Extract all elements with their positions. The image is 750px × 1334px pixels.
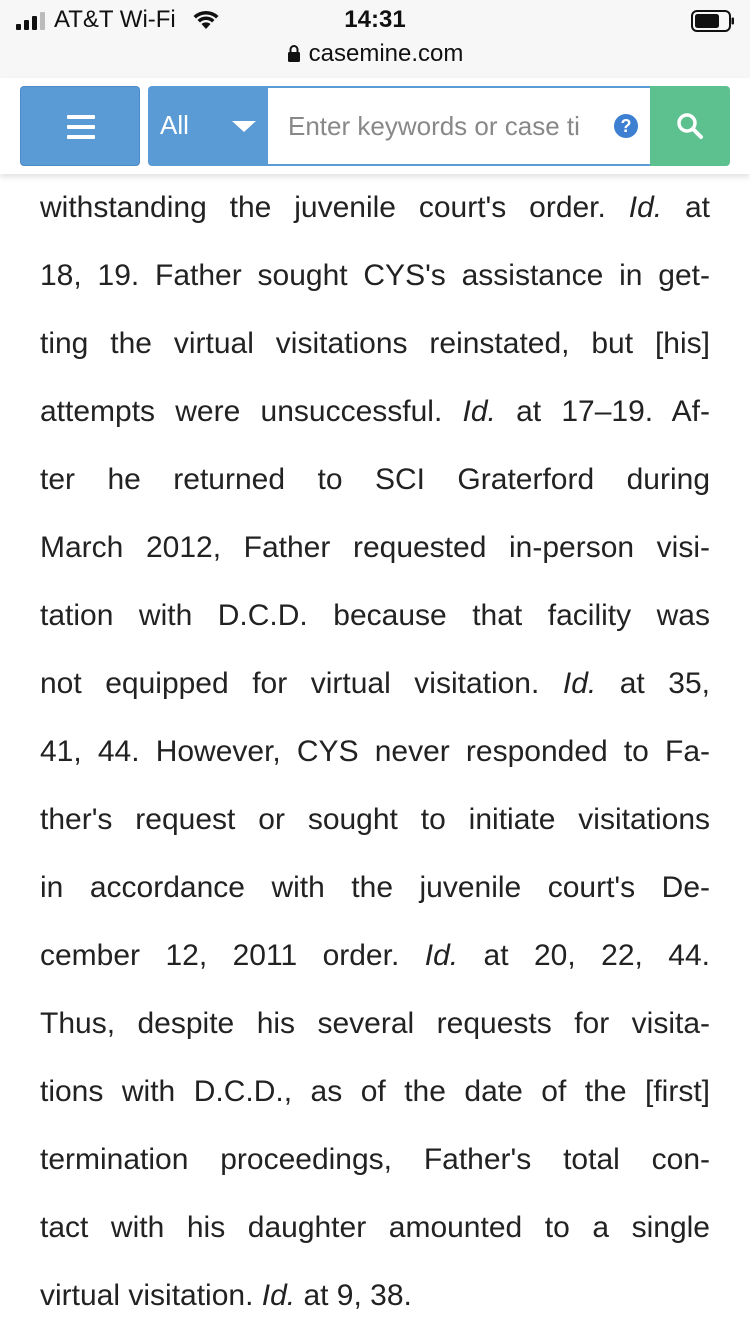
document-line: withstanding the juvenile court's order. Id. at [40,191,710,224]
document-line: ter he returned to SCI Graterford during [40,463,710,496]
status-bar [0,0,750,78]
citation-id: Id. [628,191,663,224]
hamburger-icon [67,115,95,119]
battery-icon [691,10,735,32]
document-line: ting the virtual visitations reinstated, but [his] [40,327,710,360]
document-line: in accordance with the juvenile court's De- [40,871,710,904]
hamburger-icon-bar [67,125,95,129]
chevron-down-icon [232,121,256,132]
help-icon[interactable]: ? [614,114,638,138]
clock: 14:31 [344,6,406,33]
menu-button[interactable] [20,86,140,166]
citation-id: Id. [562,667,597,700]
document-line: tation with D.C.D. because that facility was [40,599,710,632]
search-icon [676,112,704,140]
citation-id: Id. [424,939,459,972]
citation-id: Id. [462,395,496,428]
category-filter-select[interactable] [148,86,268,166]
lock-icon [287,44,301,62]
search-header [0,78,750,174]
document-line: 18, 19. Father sought CYS's assistance in get- [40,259,710,292]
document-line: 41, 44. However, CYS never responded to Fa- [40,735,710,768]
document-line: tions with D.C.D., as of the date of the [first] [40,1075,710,1108]
document-line: Thus, despite his several requests for visita- [40,1007,710,1040]
carrier-name: AT&T Wi-Fi [54,6,176,33]
category-filter-value: All [160,110,189,140]
document-line: attempts were unsuccessful. Id. at 17–19. Af- [40,395,710,428]
search-button[interactable] [650,86,730,166]
document-line: tact with his daughter amounted to a single [40,1211,710,1244]
document-line: virtual visitation. Id. at 9, 38. [40,1279,412,1312]
search-field[interactable] [268,86,650,166]
document-line: termination proceedings, Father's total con- [40,1143,710,1176]
url-text: casemine.com [308,40,464,67]
address-bar[interactable] [0,40,750,68]
document-line: March 2012, Father requested in-person visi- [40,531,710,564]
hamburger-icon-bar [67,135,95,139]
document-line: cember 12, 2011 order. Id. at 20, 22, 44. [40,939,710,972]
search-input[interactable] [288,88,608,164]
document-line: ther's request or sought to initiate visitations [40,803,710,836]
document-body [40,174,710,1334]
document-line: not equipped for virtual visitation. Id. at 35, [40,667,710,700]
citation-id: Id. [261,1279,296,1312]
